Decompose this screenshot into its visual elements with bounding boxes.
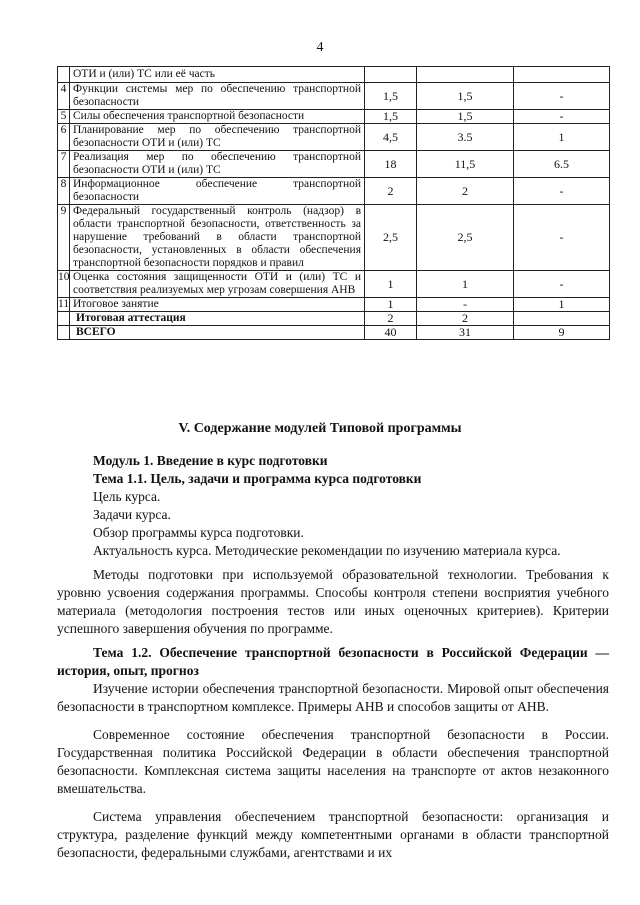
row-name: Функции системы мер по обеспечению транспортной безопасности [70,83,365,110]
row-number: 5 [58,110,70,124]
total-hours: 1 [365,298,417,312]
lecture-hours: 1 [417,271,514,298]
topic-1-1-tasks: Задачи курса. [93,507,171,522]
lecture-hours: 1,5 [417,110,514,124]
row-number: 4 [58,83,70,110]
topic-1-2-paragraph-1: Изучение истории обеспечения транспортной безопасности. Мировой опыт обеспечения безопасности в транспортном комплексе. Примеры АНВ и способов защиты от АНВ. [57,681,609,714]
row-name: Реализация мер по обеспечению транспортной безопасности ОТИ и (или) ТС [70,151,365,178]
practice-hours: 1 [514,124,610,151]
total-hours: 2 [365,178,417,205]
table-row [58,326,610,340]
practice-hours: 1 [514,298,610,312]
page-number: 4 [316,40,324,55]
row-number: 10 [58,271,70,298]
row-name: Федеральный государственный контроль (надзор) в области транспортной безопасности, ответственность за нарушение требований в области транспортной безопасности, установленных в области обеспечения транспортной безопасности порядков и правил [70,205,365,271]
practice-hours: - [514,110,610,124]
lecture-hours: 1,5 [417,83,514,110]
table-row [58,298,610,312]
section-content [57,452,609,862]
curriculum-table-body [58,67,610,340]
total-hours: 4,5 [365,124,417,151]
practice-hours: - [514,205,610,271]
row-number [58,312,70,326]
topic-1-1-overview: Обзор программы курса подготовки. [93,525,304,540]
row-number [58,67,70,83]
total-hours: 18 [365,151,417,178]
row-name: ОТИ и (или) ТС или её часть [70,67,365,83]
total-hours: 1,5 [365,83,417,110]
practice-hours: 6.5 [514,151,610,178]
table-row [58,205,610,271]
curriculum-table [57,66,610,340]
table-row [58,83,610,110]
topic-1-1-methods: Методы подготовки при используемой образовательной технологии. Требования к уровню усвоения содержания программы. Способы контроля степени восприятия учебного материала (методология построения тестов или иных оценочных критериев). Критерии успешного завершения обучения по программе. [57,567,609,636]
total-hours: 40 [365,326,417,340]
topic-1-2-paragraph-2: Современное состояние обеспечения транспортной безопасности в России. Государственная политика Российской Федерации в области обеспечения транспортной безопасности. Комплексная система защиты населения на транспорте от актов незаконного вмешательства. [57,727,609,796]
total-hours: 1,5 [365,110,417,124]
table-row [58,151,610,178]
row-number: 9 [58,205,70,271]
practice-hours: - [514,271,610,298]
row-number: 7 [58,151,70,178]
table-row [58,271,610,298]
topic-1-1-title: Тема 1.1. Цель, задачи и программа курса подготовки [93,471,422,486]
table-row [58,124,610,151]
lecture-hours: 31 [417,326,514,340]
practice-hours [514,67,610,83]
total-hours: 2 [365,312,417,326]
topic-1-2-paragraph-3: Система управления обеспечением транспортной безопасности: организация и структура, разделение функций между компетентными органами в области транспортной безопасности, федеральными службами, агентствами и их [57,809,609,860]
topic-1-1-goal: Цель курса. [93,489,161,504]
table-row [58,312,610,326]
lecture-hours: 3.5 [417,124,514,151]
total-hours [365,67,417,83]
lecture-hours [417,67,514,83]
module-title: Модуль 1. Введение в курс подготовки [93,453,328,468]
practice-hours: - [514,178,610,205]
lecture-hours: - [417,298,514,312]
row-number: 11 [58,298,70,310]
total-hours: 2,5 [365,205,417,271]
total-hours: 1 [365,271,417,298]
table-row [58,178,610,205]
lecture-hours: 2 [417,312,514,326]
row-name: Оценка состояния защищенности ОТИ и (или) ТС и соответствия реализуемых мер угрозам совершения АНВ [70,271,365,298]
lecture-hours: 11,5 [417,151,514,178]
practice-hours: 9 [514,326,610,340]
topic-1-1-relevance: Актуальность курса. Методические рекомендации по изучению материала курса. [93,543,561,558]
lecture-hours: 2 [417,178,514,205]
row-name: ВСЕГО [70,326,365,340]
row-name: Информационное обеспечение транспортной безопасности [70,178,365,205]
lecture-hours: 2,5 [417,205,514,271]
row-name: Итоговая аттестация [70,312,365,326]
row-number: 8 [58,178,70,205]
practice-hours: - [514,83,610,110]
row-name: Силы обеспечения транспортной безопасности [70,110,365,124]
section-title: V. Содержание модулей Типовой программы [178,421,462,436]
practice-hours [514,312,610,326]
table-row [58,110,610,124]
row-number [58,326,70,340]
row-name: Планирование мер по обеспечению транспортной безопасности ОТИ и (или) ТС [70,124,365,151]
topic-1-2-title: Тема 1.2. Обеспечение транспортной безопасности в Российской Федерации — история, опыт, прогноз [57,645,609,678]
table-row [58,67,610,83]
row-name: Итоговое занятие [70,298,365,312]
row-number: 6 [58,124,70,151]
